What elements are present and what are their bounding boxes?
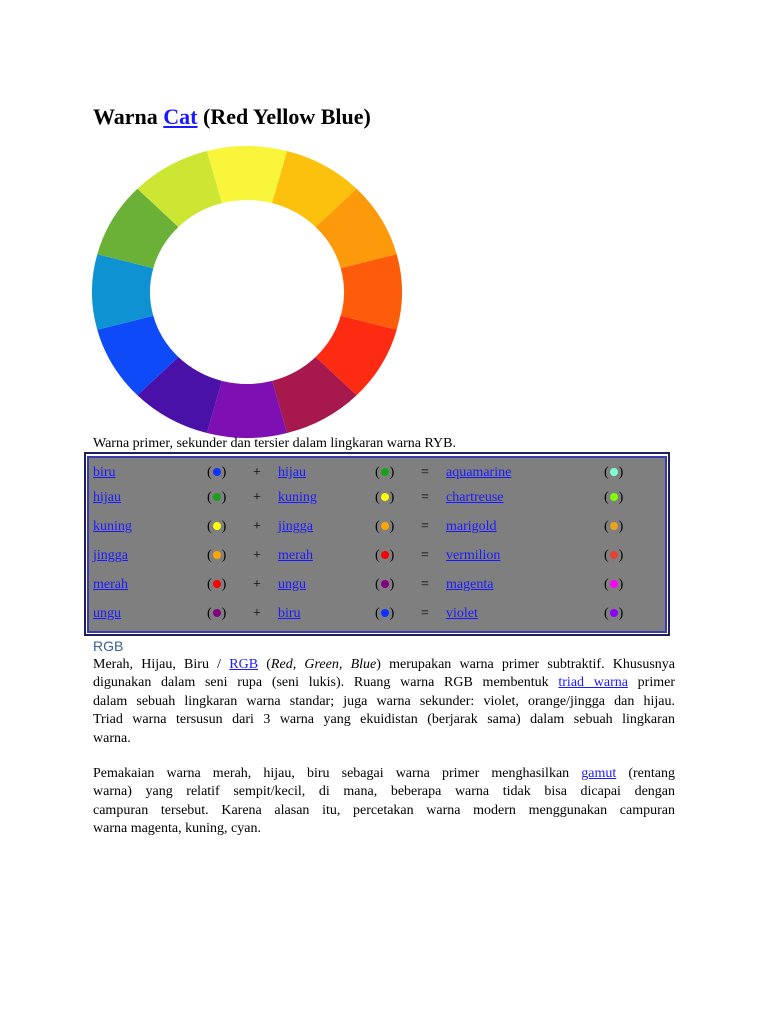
color-dot: ( ) [375,519,395,534]
color-dot: ( ) [604,490,624,505]
equals-sign: = [421,519,429,534]
p2-line: warna) yang relatif sempit/kecil, di mana, beberapa warna tidak bisa dicapai dengan [93,784,675,800]
dot-icon [381,551,389,559]
p1-line: digunakan dalam seni rupa (seni lukis). Ruang warna RGB membentuk triad warna primer [93,675,675,691]
result-color-link[interactable]: magenta [446,577,494,592]
color-dot: ( ) [375,490,395,505]
wheel-caption: Warna primer, sekunder dan tersier dalam lingkaran warna RYB. [93,436,456,451]
color-b-link[interactable]: biru [278,606,301,621]
title-prefix: Warna [93,104,164,129]
dot-icon [213,522,221,530]
result-color-link[interactable]: vermilion [446,548,501,563]
color-a-link[interactable]: kuning [93,519,132,534]
dot-icon [213,609,221,617]
color-dot: ( ) [604,606,624,621]
p1-line: warna. [93,730,131,746]
table-row [91,486,663,512]
dot-icon [213,468,221,476]
rgb-paragraph-2 [93,765,675,839]
plus-sign: + [253,606,261,621]
result-color-link[interactable]: aquamarine [446,465,512,480]
color-a-link[interactable]: ungu [93,606,121,621]
dot-icon [610,468,618,476]
plus-sign: + [253,577,261,592]
color-a-link[interactable]: biru [93,465,116,480]
color-b-link[interactable]: merah [278,548,313,563]
color-a-link[interactable]: jingga [93,548,128,563]
color-dot: ( ) [375,465,395,480]
result-color-link[interactable]: chartreuse [446,490,504,505]
table-row [91,461,663,487]
inline-link[interactable]: RGB [229,657,259,672]
color-dot: ( ) [207,465,227,480]
plus-sign: + [253,465,261,480]
plus-sign: + [253,490,261,505]
rgb-paragraph-1 [93,656,675,748]
table-row [91,544,663,570]
p1-line: dalam sebuah lingkaran warna standar; juga warna sekunder: violet, orange/jingga dan hijau. [93,693,675,709]
p1-line: Merah, Hijau, Biru / RGB (Red, Green, Blue) merupakan warna primer subtraktif. Khususnya [93,657,675,672]
ryb-color-wheel [90,144,404,440]
table-row [91,573,663,599]
dot-icon [381,522,389,530]
rgb-heading: RGB [93,638,124,654]
color-a-link[interactable]: merah [93,577,128,592]
color-b-link[interactable]: ungu [278,577,306,592]
dot-icon [610,609,618,617]
dot-icon [610,522,618,530]
equals-sign: = [421,577,429,592]
dot-icon [381,493,389,501]
equals-sign: = [421,548,429,563]
color-b-link[interactable]: kuning [278,490,317,505]
color-dot: ( ) [604,465,624,480]
dot-icon [610,580,618,588]
title-suffix: (Red Yellow Blue) [197,104,371,129]
equals-sign: = [421,490,429,505]
p1-line: Triad warna tersusun dari 3 warna yang ekuidistan (berjarak sama) dalam sebuah lingkaran [93,712,675,728]
dot-icon [610,493,618,501]
color-dot: ( ) [604,519,624,534]
color-dot: ( ) [207,548,227,563]
p2-line: warna magenta, kuning, cyan. [93,821,261,837]
dot-icon [381,609,389,617]
emphasis-text: Red, Green, Blue [270,657,377,672]
dot-icon [610,551,618,559]
dot-icon [381,580,389,588]
color-dot: ( ) [207,519,227,534]
color-b-link[interactable]: jingga [278,519,313,534]
color-dot: ( ) [604,548,624,563]
color-dot: ( ) [375,548,395,563]
inline-link[interactable]: gamut [581,766,617,781]
color-dot: ( ) [375,606,395,621]
result-color-link[interactable]: violet [446,606,478,621]
dot-icon [381,468,389,476]
p2-line: campuran tersebut. Karena alasan itu, percetakan warna modern menggunakan campuran [93,802,675,818]
equals-sign: = [421,465,429,480]
dot-icon [213,551,221,559]
color-dot: ( ) [207,577,227,592]
color-b-link[interactable]: hijau [278,465,306,480]
equals-sign: = [421,606,429,621]
inline-link[interactable]: triad warna [558,675,628,691]
color-dot: ( ) [604,577,624,592]
color-a-link[interactable]: hijau [93,490,121,505]
plus-sign: + [253,548,261,563]
title-link-cat[interactable]: Cat [163,104,198,129]
color-dot: ( ) [375,577,395,592]
color-dot: ( ) [207,606,227,621]
table-row [91,515,663,541]
result-color-link[interactable]: marigold [446,519,497,534]
plus-sign: + [253,519,261,534]
dot-icon [213,580,221,588]
color-dot: ( ) [207,490,227,505]
p2-line: Pemakaian warna merah, hijau, biru sebagai warna primer menghasilkan gamut (rentang [93,766,675,781]
dot-icon [213,493,221,501]
page-title [93,104,371,130]
table-row [91,602,663,628]
